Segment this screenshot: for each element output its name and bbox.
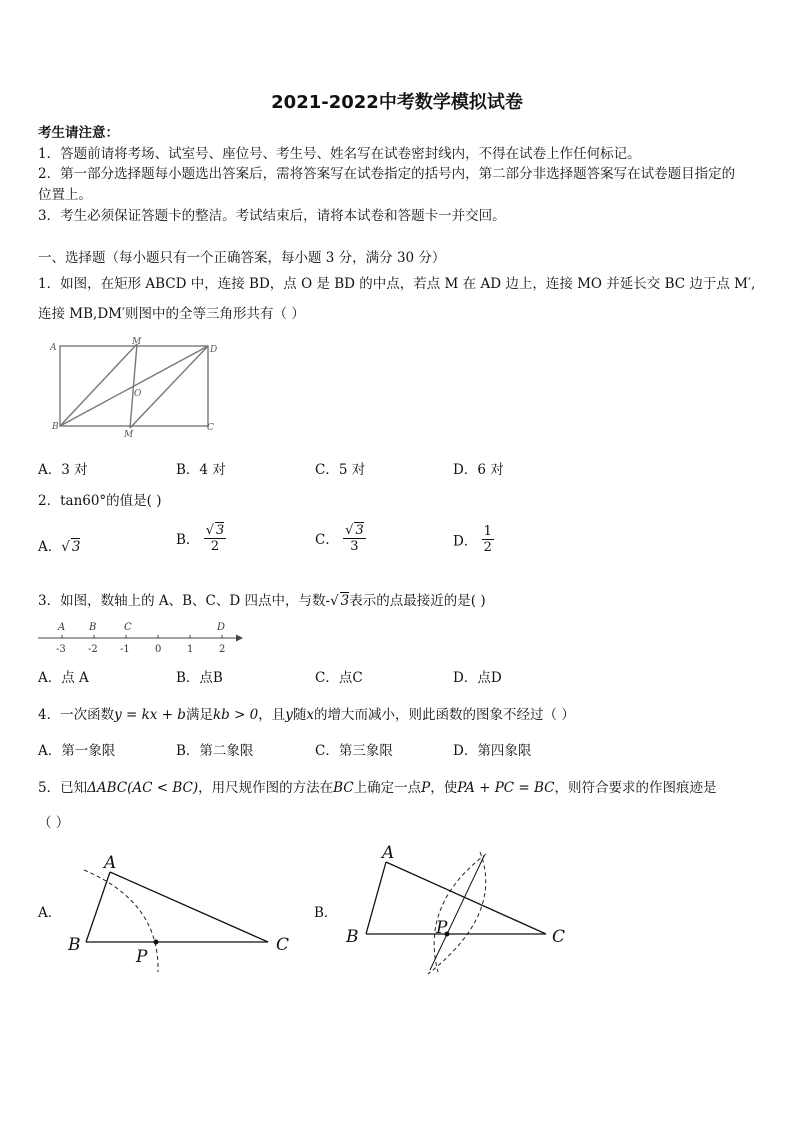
point-a-label: A [58,622,66,633]
q3-option-c[interactable]: C．点C [315,670,363,686]
q2-option-b[interactable]: B． $\frac{√ 3}{2}$ [176,523,225,554]
q1-option-a[interactable]: A．3 对 [38,462,88,478]
point-d-label: D [217,622,226,633]
tick-label: -2 [88,644,98,655]
label-b: B [68,935,81,955]
q5-option-b-label[interactable]: B． [314,905,338,921]
label-c: C [207,423,214,433]
label-m-top: M [132,337,142,347]
notice-item-2-cont: 位置上。 [38,187,92,203]
q5-option-a-label[interactable]: A． [38,905,62,921]
construction-arc-1 [434,854,486,972]
q1-stem-line1: 1．如图，在矩形 ABCD 中，连接 BD，点 O 是 BD 的中点，若点 M 在 AD 边上，连接 MO 并延长交 BC 边于点 M′, [38,276,756,292]
q1-option-d[interactable]: D．6 对 [453,462,504,478]
label-o: O [134,389,142,399]
q3-option-b[interactable]: B．点B [176,670,223,686]
formula: y = kx + b [114,707,186,723]
q4-stem: 4．一次函数y = kx + b满足kb > 0，且y随x的增大而减小，则此函数的图象不经过（ ） [38,707,575,723]
fraction: $\frac{1}{2}$ [483,524,492,555]
q1-rectangle-figure [44,336,224,444]
tick-label: -3 [56,644,66,655]
label-c: C [276,935,290,955]
axis-arrow-icon [236,635,243,642]
q4-option-b[interactable]: B．第二象限 [176,743,254,759]
label-b: B [52,422,59,432]
notice-heading: 考生请注意： [38,125,119,141]
tick-label: 1 [187,644,194,655]
segment-mb [60,344,137,426]
label-p: P [436,918,448,938]
segment-dm [130,346,208,428]
perpendicular-bisector [430,856,484,970]
q3-number-line [36,616,246,656]
sqrt-radicand: 3 [71,539,81,555]
q5-figure-b [340,842,580,976]
label-c: C [552,927,566,947]
point-c-label: C [124,622,132,633]
fraction: $\frac{√ 3}{2}$ [205,523,225,554]
q5-answer-paren: （ ） [38,815,70,831]
tick-label: 0 [155,644,162,655]
q2-stem: 2．tan60°的值是( ) [38,493,162,509]
condition: kb > 0 [212,707,259,723]
notice-item-3: 3．考生必须保证答题卡的整洁。考试结束后，请将本试卷和答题卡一并交回。 [38,208,506,224]
q1-option-b[interactable]: B．4 对 [176,462,226,478]
label-p: P [136,947,148,967]
q4-option-a[interactable]: A．第一象限 [38,743,116,759]
label-a: A [382,843,395,863]
tick-label: 2 [219,644,226,655]
notice-item-2: 2．第一部分选择题每小题选出答案后，需将答案写在试卷指定的括号内，第二部分非选择题答案写在试卷题目指定的 [38,166,736,182]
label-d: D [210,345,218,355]
q1-stem-line2: 连接 MB,DM′则图中的全等三角形共有（ ） [38,306,305,322]
q3-option-d[interactable]: D．点D [453,670,502,686]
fraction: $\frac{√ 3}{3}$ [345,523,364,554]
page-title: 2021-2022中考数学模拟试卷 [271,92,523,113]
segment-mm [130,344,137,428]
q3-option-a[interactable]: A．点 A [38,670,89,686]
q3-stem: 3．如图，数轴上的 A、B、C、D 四点中，与数-√ 3表示的点最接近的是( ) [38,593,486,609]
label-m-bottom: M [124,430,134,440]
label-b: B [346,927,359,947]
q2-option-a[interactable]: A．√ 3 [38,539,81,555]
q5-stem: 5．已知ΔABC(AC < BC)，用尺规作图的方法在BC上确定一点P，使PA + PC = BC，则符合要求的作图痕迹是 [38,780,717,796]
notice-item-1: 1．答题前请将考场、试室号、座位号、考生号、姓名写在试卷密封线内，不得在试卷上作任何标记。 [38,146,641,162]
point-p [154,940,159,945]
q4-option-c[interactable]: C．第三象限 [315,743,393,759]
q4-option-d[interactable]: D．第四象限 [453,743,532,759]
q2-option-c[interactable]: C． $\frac{√ 3}{3}$ [315,523,364,554]
q5-figure-a [62,848,302,972]
label-a: A [104,853,117,873]
tick-label: -1 [120,644,130,655]
point-b-label: B [89,622,97,633]
q2-option-d[interactable]: D． $\frac{1}{2}$ [453,524,492,555]
q1-option-c[interactable]: C．5 对 [315,462,366,478]
label-a: A [50,343,57,353]
section-heading: 一、选择题（每小题只有一个正确答案，每小题 3 分，满分 30 分） [38,250,446,266]
